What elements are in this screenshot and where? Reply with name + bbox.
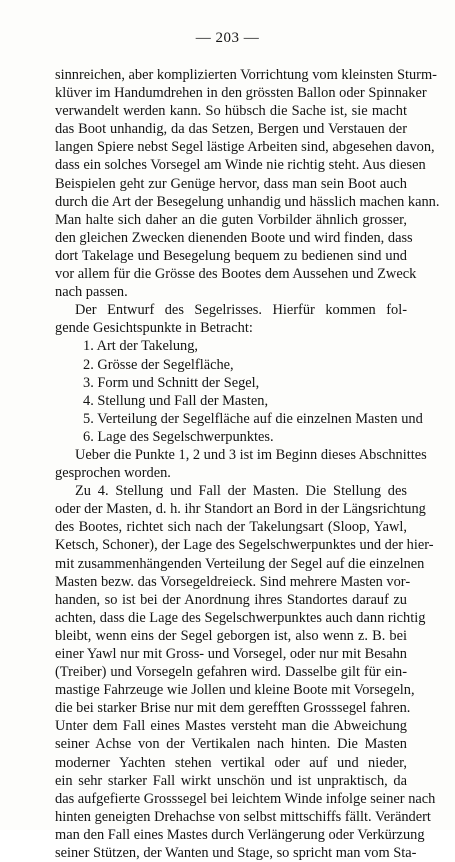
text-line: ein sehr starker Fall wirkt unschön und ist unpraktisch, da <box>55 772 407 789</box>
paragraph-2 <box>55 301 407 337</box>
text-line: moderner Yachten stehen vertikal oder auf und nieder, <box>55 754 407 771</box>
body-text <box>55 66 440 862</box>
text-line: klüver im Handumdrehen in den grössten Ballon oder Spinnaker <box>55 85 427 102</box>
text-line: gende Gesichtspunkte in Betracht: <box>55 320 253 337</box>
text-line: Ueber die Punkte 1, 2 und 3 ist im Beginn dieses Abschnittes <box>75 446 427 463</box>
list-item: 5. Verteilung der Segelfläche auf die einzelnen Masten und <box>83 410 423 427</box>
text-line: mastige Fahrzeuge wie Jollen und kleine Boote mit Vorsegeln, <box>55 682 415 699</box>
text-line: gesprochen worden. <box>55 465 171 482</box>
list-item: 4. Stellung und Fall der Masten, <box>83 392 269 409</box>
text-line: Man halte sich daher an die guten Vorbilder ähnlich grosser, <box>55 211 407 228</box>
list-item: 6. Lage des Segelschwerpunktes. <box>83 428 274 445</box>
list-item: 1. Art der Takelung, <box>83 338 199 355</box>
paragraph-1 <box>55 66 440 301</box>
text-line: Masten bezw. das Vorsegeldreieck. Sind mehrere Masten vor- <box>55 573 411 590</box>
text-line: Zu 4. Stellung und Fall der Masten. Die Stellung des <box>75 483 407 500</box>
page-number: — 203 — <box>195 30 260 46</box>
text-line: hinten geneigten Drehachse von selbst mittschiffs fällt. Verändert <box>55 808 431 825</box>
text-line: sinnreichen, aber komplizierten Vorrichtung vom kleinsten Sturm- <box>55 67 437 83</box>
text-line: man den Fall eines Mastes durch Verlängerung oder Verkürzung <box>55 826 425 843</box>
text-line: mit zusammenhängenden Verteilung der Segel auf die einzelnen <box>55 555 425 572</box>
text-line: Unter dem Fall eines Mastes versteht man die Abweichung <box>55 718 407 735</box>
text-line: Beispielen geht zur Genüge hervor, dass man sein Boot auch <box>55 175 407 192</box>
text-line: das aufgefierte Grosssegel bei leichtem Winde infolge seiner nach <box>55 790 436 807</box>
text-line: nach passen. <box>55 284 128 301</box>
text-line: handen, so ist bei der Anordnung ihres Standortes darauf zu <box>55 591 407 608</box>
text-line: seiner Stützen, der Wanten und Stage, so spricht man vom Sta- <box>55 845 417 862</box>
criteria-list <box>55 337 423 446</box>
text-line: dass ein solches Vorsegel am Winde nie richtig steht. Aus diesen <box>55 157 426 174</box>
text-line: vor allem für die Grösse des Bootes dem Aussehen und Zweck <box>55 266 417 283</box>
text-line: langen Spiere nebst Segel lästige Arbeiten sind, abgesehen davon, <box>55 139 435 156</box>
text-line: dort Takelage und Besegelung bequem zu bedienen sind und <box>55 247 407 264</box>
text-line: des Bootes, richtet sich nach der Takelungsart (Sloop, Yawl, <box>55 519 407 536</box>
list-item: 2. Grösse der Segelfläche, <box>83 356 234 373</box>
paragraph-3 <box>55 446 427 482</box>
text-line: Ketsch, Schoner), der Lage des Segelschwerpunktes und der hier- <box>55 537 434 554</box>
text-line: den gleichen Zwecken dienenden Boote und wird finden, dass <box>55 229 413 246</box>
text-line: einer Yawl nur mit Gross- und Vorsegel, oder nur mit Besahn <box>55 646 407 662</box>
paragraph-4 <box>55 482 436 862</box>
text-line: seiner Achse von der Vertikalen nach hinten. Die Masten <box>55 736 407 753</box>
list-item: 3. Form und Schnitt der Segel, <box>83 374 260 391</box>
text-line: bleibt, wenn eins der Segel geborgen ist, also wenn z. B. bei <box>55 627 407 644</box>
text-line: (Treiber) und Vorsegeln gefahren wird. Dasselbe gilt für ein- <box>55 664 407 681</box>
text-line: das Boot unhandig, da das Setzen, Bergen und Verstauen der <box>55 121 407 138</box>
text-line: verwandelt werden kann. So hübsch die Sache ist, sie macht <box>55 103 407 120</box>
text-line: Der Entwurf des Segelrisses. Hierfür kommen fol- <box>75 302 407 319</box>
text-line: oder der Masten, d. h. ihr Standort an Bord in der Längsrichtung <box>55 501 426 518</box>
text-line: achten, dass die Lage des Segelschwerpunktes auch dann richtig <box>55 609 426 626</box>
text-line: durch die Art der Besegelung unhandig und hässlich machen kann. <box>55 193 440 210</box>
text-line: die bei starker Brise nur mit dem gerefften Grosssegel fahren. <box>55 700 411 717</box>
